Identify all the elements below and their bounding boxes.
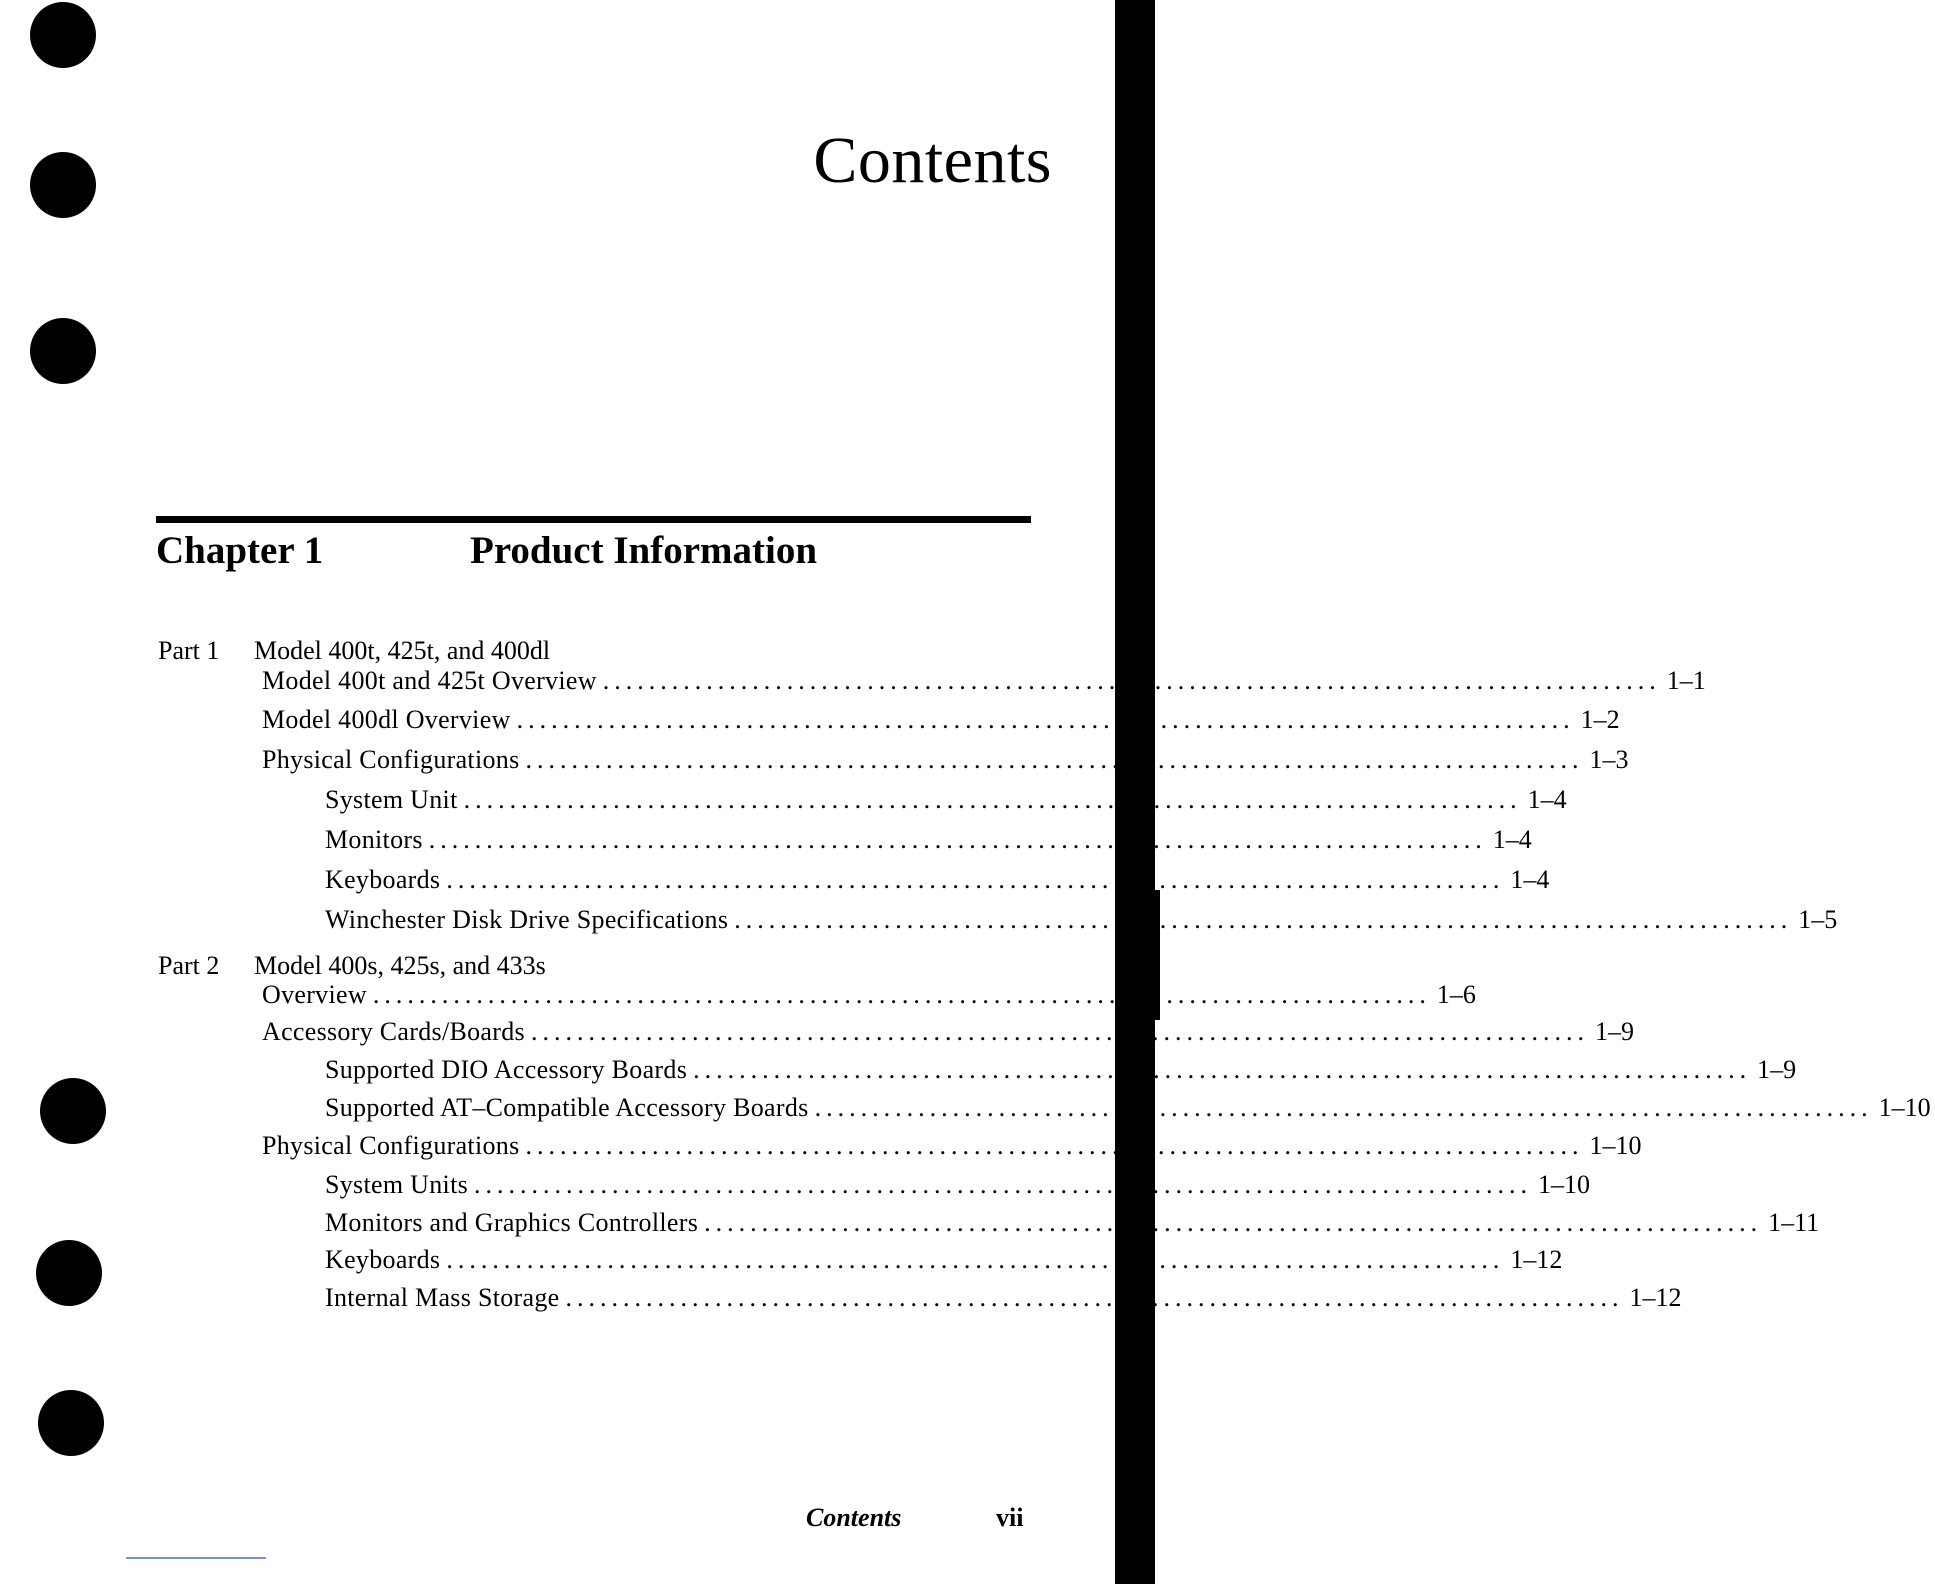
toc-entry-page: 1–10 [1538,1170,1591,1199]
toc-entry-page: 1–5 [1798,905,1838,934]
toc-entry-page: 1–1 [1666,666,1706,695]
toc-entry-text: Internal Mass Storage [325,1283,560,1312]
dot-leader: ............................................................................................ [446,1245,1505,1274]
toc-entry[interactable] [325,1093,1931,1123]
dot-leader: ............................................................................................ [525,1131,1584,1160]
toc-entry-text: Model 400dl Overview [262,705,511,734]
toc-entry[interactable] [325,825,1532,855]
binder-hole [30,318,96,384]
toc-entry-text: Physical Configurations [262,745,520,774]
toc-entry[interactable] [262,666,1706,696]
dot-leader: ............................................................................................ [372,980,1431,1009]
toc-entry-page: 1–2 [1580,705,1620,734]
part-label: Part 2 [158,951,220,980]
dot-leader: ............................................................................................ [734,905,1793,934]
toc-entry-text: Overview [262,980,367,1009]
toc-entry-text: Model 400t and 425t Overview [262,666,597,695]
chapter-number: Chapter 1 [156,529,324,572]
toc-entry[interactable] [262,980,1476,1010]
toc-entry-page: 1–12 [1510,1245,1563,1274]
toc-entry[interactable] [325,1170,1591,1200]
toc-entry-page: 1–12 [1629,1283,1682,1312]
part-label: Part 1 [158,636,220,665]
dot-leader: ............................................................................................ [814,1093,1873,1122]
toc-entry-text: Monitors [325,825,423,854]
toc-entry-text: Monitors and Graphics Controllers [325,1208,699,1237]
page-title: Contents [813,124,1052,197]
toc-entry[interactable] [325,865,1550,895]
binder-hole [30,152,96,218]
binder-hole [40,1078,106,1144]
dot-leader: ............................................................................................ [516,705,1575,734]
toc-entry-page: 1–4 [1527,785,1567,814]
toc-entry-page: 1–4 [1510,865,1550,894]
toc-entry[interactable] [325,905,1838,935]
toc-entry-page: 1–4 [1492,825,1532,854]
toc-entry-text: Supported DIO Accessory Boards [325,1055,688,1084]
toc-entry-page: 1–10 [1878,1093,1931,1122]
toc-entry-text: Keyboards [325,865,441,894]
toc-entry[interactable] [262,705,1620,735]
toc-entry-page: 1–9 [1757,1055,1797,1084]
toc-entry-text: Physical Configurations [262,1131,520,1160]
dot-leader: ............................................................................................ [530,1017,1589,1046]
toc-entry[interactable] [262,745,1629,775]
toc-entry-text: System Units [325,1170,469,1199]
binder-hole [38,1390,104,1456]
part-title: Model 400t, 425t, and 400dl [254,636,551,665]
footer-page-number: vii [996,1503,1024,1532]
toc-entry[interactable] [325,1208,1820,1238]
toc-entry-page: 1–3 [1589,745,1629,774]
dot-leader: ............................................................................................ [602,666,1661,695]
toc-entry-page: 1–10 [1589,1131,1642,1160]
part-title: Model 400s, 425s, and 433s [254,951,546,980]
dot-leader: ............................................................................................ [446,865,1505,894]
dot-leader: ............................................................................................ [474,1170,1533,1199]
toc-entry-text: Winchester Disk Drive Specifications [325,905,729,934]
dot-leader: ............................................................................................ [693,1055,1752,1084]
binder-hole [36,1240,102,1306]
binder-hole [30,2,96,68]
toc-entry-text: Keyboards [325,1245,441,1274]
toc-entry-text: System Unit [325,785,458,814]
dot-leader: ............................................................................................ [565,1283,1624,1312]
footer-label: Contents [806,1503,902,1532]
toc-entry-text: Supported AT–Compatible Accessory Boards [325,1093,809,1122]
toc-entry-page: 1–9 [1594,1017,1634,1046]
toc-entry[interactable] [325,1283,1682,1313]
toc-entry[interactable] [325,1055,1797,1085]
dot-leader: ............................................................................................ [428,825,1487,854]
toc-entry[interactable] [325,1245,1563,1275]
dot-leader: ............................................................................................ [525,745,1584,774]
toc-entry-page: 1–11 [1768,1208,1820,1237]
toc-entry-page: 1–6 [1436,980,1476,1009]
toc-entry-text: Accessory Cards/Boards [262,1017,525,1046]
dot-leader: ............................................................................................ [704,1208,1763,1237]
chapter-rule [156,516,1031,523]
toc-entry[interactable] [262,1017,1634,1047]
toc-entry[interactable] [262,1131,1642,1161]
toc-entry[interactable] [325,785,1567,815]
chapter-title: Product Information [470,529,818,572]
footer-rule [126,1557,266,1559]
dot-leader: ............................................................................................ [463,785,1522,814]
